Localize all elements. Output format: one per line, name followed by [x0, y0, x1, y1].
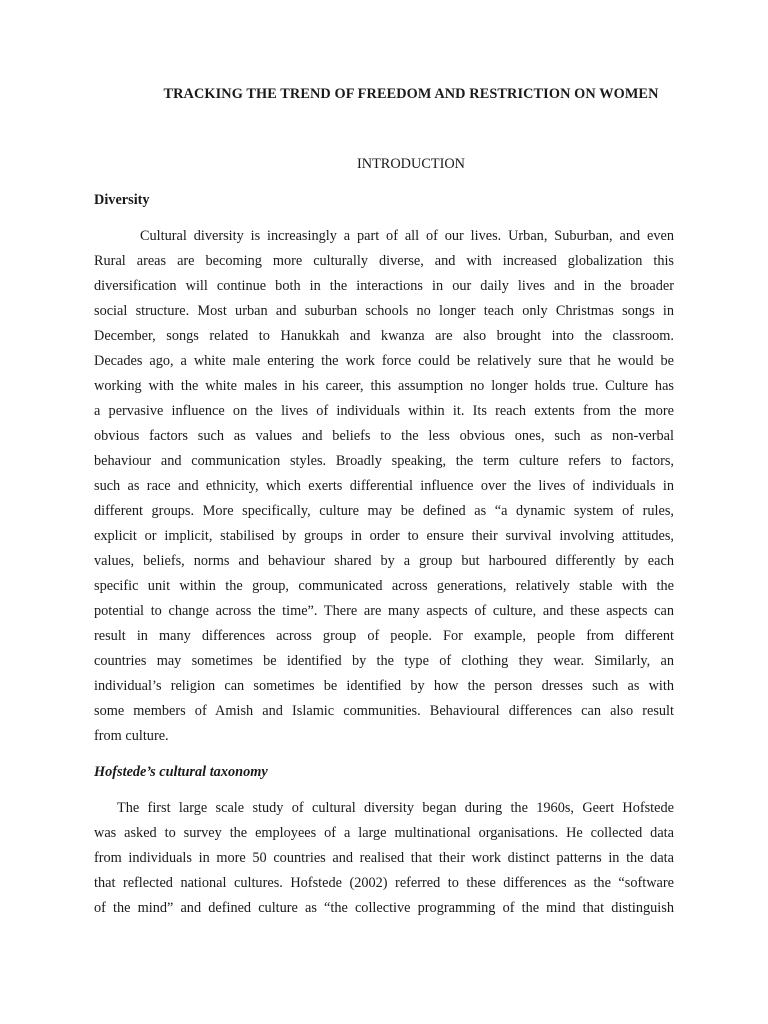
paragraph-line: Rural areas are becoming more culturally diverse, and with increased globalization this: [94, 253, 674, 269]
paragraph-line: some members of Amish and Islamic communities. Behavioural differences can also result: [94, 703, 674, 719]
paragraph-line: diversification will continue both in the interactions in our daily lives and in the broader: [94, 278, 674, 294]
paragraph-line: individual’s religion can sometimes be identified by how the person dresses such as with: [94, 678, 674, 694]
paragraph-line: values, beliefs, norms and behaviour shared by a group but harboured differently by each: [94, 553, 674, 569]
paragraph-line: from culture.: [94, 728, 169, 744]
paragraph-line: specific unit within the group, communicated across generations, relatively stable with the: [94, 578, 674, 594]
paragraph-line: countries may sometimes be identified by the type of clothing they wear. Similarly, an: [94, 653, 674, 669]
subheading-hofstede: Hofstede’s cultural taxonomy: [94, 764, 268, 780]
paragraph-line: behaviour and communication styles. Broadly speaking, the term culture refers to factors,: [94, 453, 674, 469]
paragraph-line: such as race and ethnicity, which exerts differential influence over the lives of individuals in: [94, 478, 674, 494]
paragraph-line: from individuals in more 50 countries and realised that their work distinct patterns in the data: [94, 850, 674, 866]
paragraph-line: a pervasive influence on the lives of individuals within it. Its reach extents from the more: [94, 403, 674, 419]
paragraph-line: result in many differences across group of people. For example, people from different: [94, 628, 674, 644]
paragraph-line: The first large scale study of cultural diversity began during the 1960s, Geert Hofstede: [117, 800, 674, 816]
paragraph-line: potential to change across the time”. There are many aspects of culture, and these aspects can: [94, 603, 674, 619]
paragraph-line: working with the white males in his career, this assumption no longer holds true. Culture has: [94, 378, 674, 394]
subheading-diversity: Diversity: [94, 192, 150, 208]
paragraph-line: explicit or implicit, stabilised by groups in order to ensure their survival involving attitudes,: [94, 528, 674, 544]
paragraph-line: Decades ago, a white male entering the work force could be relatively sure that he would be: [94, 353, 674, 369]
paragraph-line: was asked to survey the employees of a large multinational organisations. He collected data: [94, 825, 674, 841]
paragraph-line: different groups. More specifically, culture may be defined as “a dynamic system of rules,: [94, 503, 674, 519]
paragraph-line: that reflected national cultures. Hofstede (2002) referred to these differences as the “software: [94, 875, 674, 891]
paragraph-line: December, songs related to Hanukkah and kwanza are also brought into the classroom.: [94, 328, 674, 344]
paragraph-line: social structure. Most urban and suburban schools no longer teach only Christmas songs in: [94, 303, 674, 319]
paragraph-line: obvious factors such as values and beliefs to the less obvious ones, such as non-verbal: [94, 428, 674, 444]
paragraph-line: of the mind” and defined culture as “the collective programming of the mind that distinguish: [94, 900, 674, 916]
section-heading-introduction: INTRODUCTION: [356, 156, 465, 172]
document-title: TRACKING THE TREND OF FREEDOM AND RESTRICTION ON WOMEN: [163, 86, 659, 102]
paragraph-line: Cultural diversity is increasingly a part of all of our lives. Urban, Suburban, and even: [140, 228, 674, 244]
